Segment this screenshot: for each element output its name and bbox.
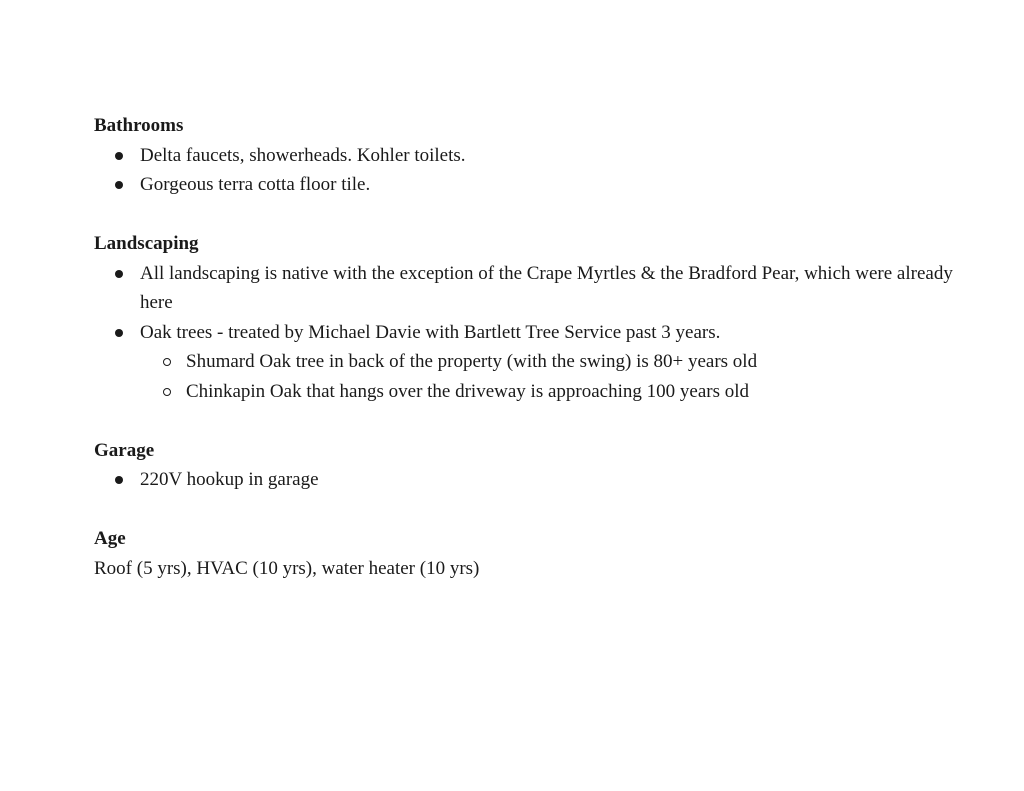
list-item [140,318,954,407]
bullet-icon [115,170,125,200]
document-page [94,111,954,583]
section-heading: Age [94,528,126,549]
hollow-bullet-icon [163,347,173,377]
bullet-list [94,259,954,407]
section-age [94,524,954,583]
bullet-icon [115,318,125,348]
list-item-text: Delta faucets, showerheads. Kohler toilets. [140,144,466,166]
hollow-bullet-icon [163,377,173,407]
bullet-icon [115,465,125,495]
sub-list-item-text: Shumard Oak tree in back of the property (with the swing) is 80+ years old [186,351,758,372]
sub-list-item [186,347,954,377]
bullet-list [94,141,954,200]
section-bathrooms [94,111,954,200]
section-paragraph: Roof (5 yrs), HVAC (10 yrs), water heater (10 yrs) [94,557,480,579]
bullet-icon [115,141,125,171]
list-item-text: Gorgeous terra cotta floor tile. [140,174,371,195]
list-item [140,259,954,318]
section-heading: Landscaping [94,233,199,254]
list-item-text: 220V hookup in garage [140,469,319,490]
list-item [140,465,954,495]
list-item-text: Oak trees - treated by Michael Davie with Bartlett Tree Service past 3 years. [140,321,721,343]
bullet-icon [115,259,125,289]
sub-list-item-text: Chinkapin Oak that hangs over the driveway is approaching 100 years old [186,380,749,402]
section-garage [94,436,954,495]
list-item [140,141,954,171]
section-heading: Garage [94,439,155,461]
bullet-list [94,465,954,495]
sub-bullet-list [140,347,954,406]
sub-list-item [186,377,954,407]
section-heading: Bathrooms [94,115,184,136]
list-item-text: All landscaping is native with the exception of the Crape Myrtles & the Bradford Pear, which were already here [140,262,953,313]
section-landscaping [94,229,954,406]
list-item [140,170,954,200]
